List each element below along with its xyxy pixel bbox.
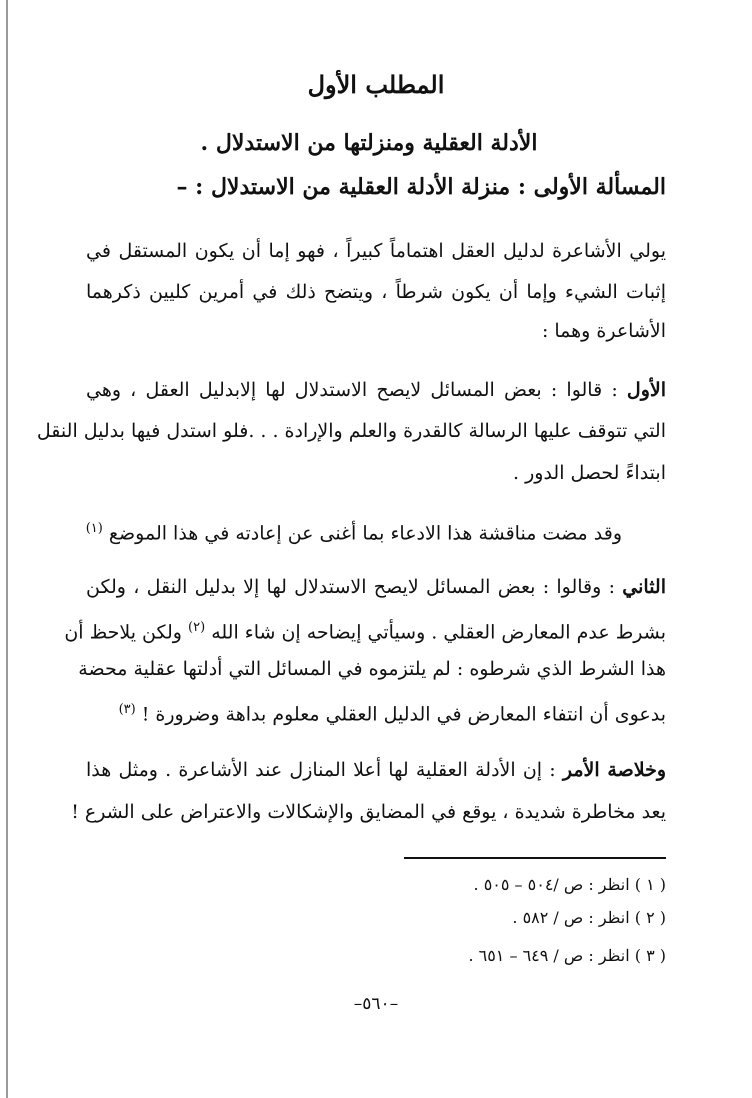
section-subtitle: الأدلة العقلية ومنزلتها من الاستدلال .	[200, 130, 538, 156]
intro-line-2: إثبات الشيء وإما أن يكون شرطاً ، ويتضح ذلك في أمرين كليين ذكرهما	[86, 281, 666, 303]
summary-text-1: : إن الأدلة العقلية لها أعلا المنازل عند الأشاعرة . ومثل هذا	[86, 759, 556, 781]
footnote-2: ( ٢ ) انظر : ص / ٥٨٢ .	[512, 908, 666, 927]
second-point-text-1: : وقالوا : بعض المسائل لايصح الاستدلال لها إلا بدليل النقل ، ولكن	[86, 576, 615, 598]
second-point-label: الثاني	[622, 576, 666, 598]
second-point-line-2	[64, 613, 666, 647]
second-point-text-2b: ولكن يلاحظ أن	[64, 621, 182, 644]
page-number: –٥٦٠–	[353, 994, 399, 1014]
summary-label: وخلاصة الأمر	[562, 759, 666, 781]
second-point-text-4: بدعوى أن انتفاء المعارض في الدليل العقلي معلوم بداهة وضرورة !	[141, 703, 666, 726]
first-point-line-1	[86, 375, 666, 409]
page-edge-line	[6, 0, 8, 1098]
second-point-line-3: هذا الشرط الذي شرطوه : لم يلتزموه في المسائل التي أدلتها عقلية محضة	[78, 658, 666, 680]
second-point-text-2a: بشرط عدم المعارض العقلي . وسيأتي إيضاحه إن شاء الله	[211, 621, 666, 644]
first-point-text-1: : قالوا : بعض المسائل لايصح الاستدلال لها إلابدليل العقل ، وهي	[86, 379, 618, 401]
second-point-line-1	[86, 572, 666, 606]
intro-line-3: الأشاعرة وهما :	[541, 320, 666, 342]
footnote-1: ( ١ ) انظر : ص /٥٠٤ – ٥٠٥ .	[473, 875, 666, 894]
footnote-ref-2: (٢)	[188, 620, 206, 635]
second-point-line-4	[86, 695, 666, 729]
issue-heading: المسألة الأولى : منزلة الأدلة العقلية من الاستدلال : –	[176, 174, 666, 200]
summary-line-2: يعد مخاطرة شديدة ، يوقع في المضايق والإشكالات والاعتراض على الشرع !	[71, 801, 666, 823]
discussion-note-line	[86, 514, 622, 548]
footnote-ref-1: (١)	[85, 521, 103, 536]
footnote-ref-3: (٣)	[118, 702, 136, 717]
footnote-3: ( ٣ ) انظر : ص / ٦٤٩ – ٦٥١ .	[468, 946, 666, 965]
footnote-separator	[404, 857, 666, 859]
section-title: المطلب الأول	[307, 70, 445, 99]
discussion-note-text: وقد مضت مناقشة هذا الادعاء بما أغنى عن إعادته في هذا الموضع	[108, 522, 622, 545]
first-point-label: الأول	[626, 379, 666, 401]
summary-line-1	[86, 755, 666, 789]
intro-line-1: يولي الأشاعرة لدليل العقل اهتماماً كبيراً ، فهو إما أن يكون المستقل في	[86, 240, 666, 262]
first-point-line-3: ابتداءً لحصل الدور .	[513, 462, 666, 484]
first-point-line-2: التي تتوقف عليها الرسالة كالقدرة والعلم والإرادة . . .فلو استدل فيها بدليل النقل	[36, 420, 666, 442]
